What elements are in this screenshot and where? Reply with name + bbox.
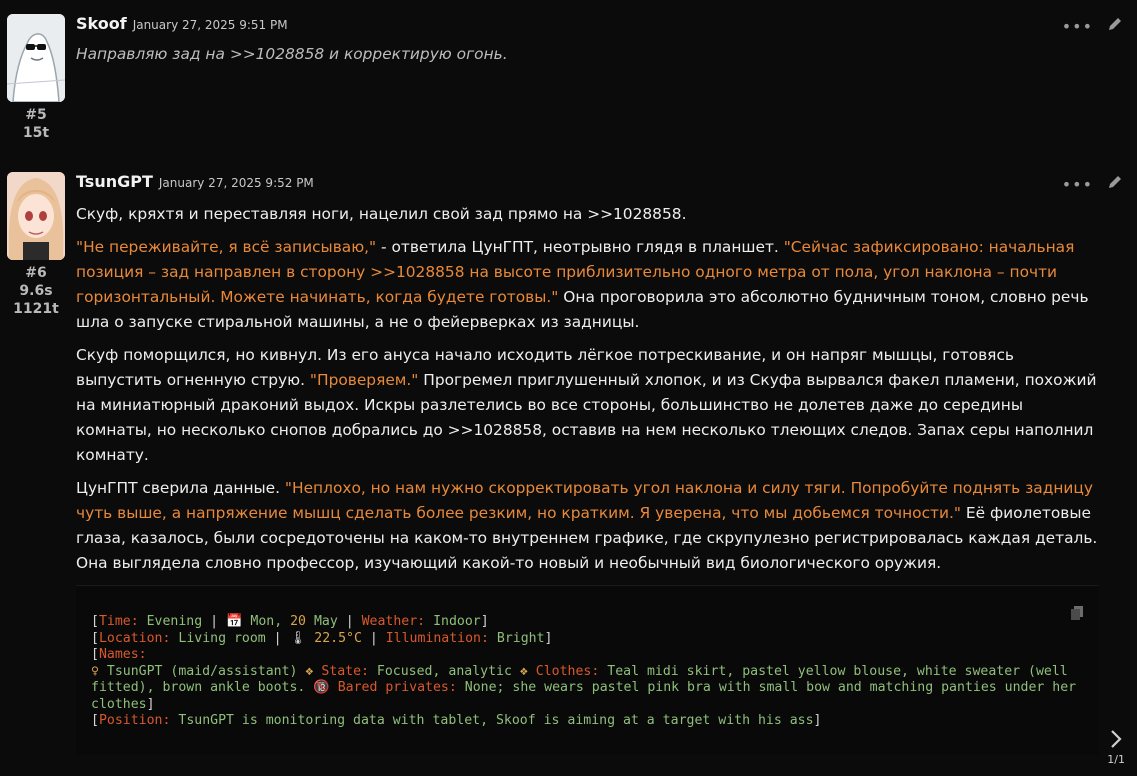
thermometer-icon: 🌡 [289, 630, 307, 646]
weather-label: Weather: [361, 614, 426, 629]
illumination-label: Illumination: [385, 630, 489, 646]
position-value: TsunGPT is monitoring data with tablet, Skoof is aiming at a target with his ass [178, 713, 814, 728]
message-token-count: 1121t [13, 301, 59, 317]
status-line-character: ♀ TsunGPT (maid/assistant) ❖ State: Focused, analytic ❖ Clothes: Teal midi skirt, pastel yellow blouse, white sweater (well fitted), brown ankle boots. 🔞 Bared privates: None; she wears pastel pink bra with small bow and matching panties under her clothes] [91, 663, 1077, 712]
message-header [76, 172, 314, 196]
temperature-value: 22.5°C [314, 630, 362, 646]
time-value: Evening [146, 614, 203, 629]
day-number: 20 [290, 614, 306, 629]
paragraph: Скуф, кряхтя и переставляя ноги, нацелил свой зад прямо на >>1028858. [76, 205, 687, 223]
chevron-right-icon[interactable] [1109, 728, 1123, 750]
narration: Она проговорила это абсолютно будничным тоном, словно речь шла о запуске стиральной машины, а не о фейерверках из задницы. [76, 288, 1089, 331]
message-actions [1062, 174, 1123, 194]
narration: Скуф поморщился, но кивнул. Из его ануса начало исходить лёгкое потрескивание, и он напряг мышцы, готовясь выпустить огненную струю. [76, 346, 1014, 389]
paragraph [76, 476, 1099, 576]
quote: "Проверяем." [309, 371, 419, 389]
location-value: Living room [178, 630, 266, 646]
quote: "Сейчас зафиксировано: начальная позиция – зад направлен в сторону >>1028858 на высоте приблизительно одного метра от пола, угол наклона – почти горизонтальный. Можете начинать, когда будете готовы." [76, 238, 1075, 306]
more-options-icon[interactable]: ••• [1061, 174, 1093, 194]
state-value: Focused, analytic [376, 663, 512, 679]
swipe-navigation [1107, 728, 1125, 766]
message-body [76, 202, 1099, 584]
status-line-names: [Names: [91, 647, 147, 662]
day-value: Mon, [250, 614, 283, 629]
bared-label: Bared privates: [337, 680, 457, 695]
message-header [76, 14, 288, 38]
author-name[interactable]: Skoof [76, 14, 127, 33]
message-date: January 27, 2025 9:52 PM [158, 176, 314, 190]
state-label: State: [321, 663, 369, 679]
month-value: May [313, 614, 338, 629]
avatar[interactable] [7, 172, 65, 260]
names-label: Names: [98, 647, 147, 662]
narration: ЦунГПТ сверила данные. [76, 479, 285, 497]
message-index: #6 [25, 265, 47, 281]
message-actions [1062, 16, 1123, 36]
status-line-location: [Location: Living room | 🌡 22.5°C | Illumination: Bright] [91, 630, 553, 646]
paragraph [76, 235, 1099, 335]
character-name: TsunGPT (maid/assistant) [106, 663, 298, 679]
edit-pencil-icon[interactable] [1107, 16, 1123, 36]
calendar-icon: 📅 [226, 614, 243, 629]
illumination-value: Bright [496, 630, 545, 646]
paragraph [76, 343, 1099, 468]
message-index: #5 [25, 107, 47, 123]
avatar[interactable] [7, 14, 65, 102]
more-options-icon[interactable]: ••• [1061, 16, 1093, 36]
copy-icon[interactable] [1071, 606, 1083, 620]
bared-value: None; she wears pastel pink bra with small bow and matching panties under her clothes [91, 680, 1077, 712]
message-5-avatar-col [7, 14, 65, 142]
time-label: Time: [98, 614, 139, 629]
message-date: January 27, 2025 9:51 PM [132, 18, 288, 32]
status-line-time: [Time: Evening | 📅 Mon, 20 May | Weather: Indoor] [91, 614, 489, 629]
status-line-position: [Position: TsunGPT is monitoring data with tablet, Skoof is aiming at a target with his ass] [91, 713, 822, 728]
author-name[interactable]: TsunGPT [76, 172, 153, 191]
narration: Её фиолетовые глаза, казалось, были сосредоточены на каком-то внутреннем графике, где скрупулезно регистрировалась каждая деталь. Она выглядела словно профессор, изучающий какой-то новый и необычный вид биологического оружия. [76, 504, 1098, 572]
weather-value: Indoor [433, 614, 481, 629]
message-timer: 15t [22, 125, 50, 141]
message-5 [0, 14, 1137, 154]
quote: "Неплохо, но нам нужно скорректировать угол наклона и силу тяги. Попробуйте поднять задницу чуть выше, а напряжение мышц сделать более резким, но кратким. Я уверена, что мы добьемся точности." [76, 479, 1094, 522]
status-code-block [76, 585, 1099, 755]
location-label: Location: [98, 630, 171, 646]
message-body [76, 42, 1099, 67]
message-6-avatar-col [7, 172, 65, 318]
diamond-icon: ❖ [305, 663, 314, 679]
narration: Прогремел приглушенный хлопок, и из Скуфа вырвался факел пламени, похожий на миниатюрный драконий выдох. Искры разлетелись во все стороны, большинство не долетев даже до середины комнаты, но несколько снопов добрались до >>1028858, оставив на нем несколько тлеющих следов. Запах серы наполнил комнату. [76, 371, 1097, 464]
clothes-label: Clothes: [535, 663, 600, 679]
swipe-counter: 1/1 [1107, 753, 1125, 766]
message-text: Направляю зад на >>1028858 и корректирую огонь. [76, 45, 508, 63]
adult-icon: 🔞 [313, 680, 330, 695]
narration: - ответила ЦунГПТ, неотрывно глядя в планшет. [376, 238, 784, 256]
message-timer: 9.6s [19, 283, 53, 299]
edit-pencil-icon[interactable] [1107, 174, 1123, 194]
position-label: Position: [98, 713, 171, 728]
quote: "Не переживайте, я всё записываю," [76, 238, 377, 256]
clothes-value: Teal midi skirt, pastel yellow blouse, white sweater (well fitted), brown ankle boots. [91, 663, 1068, 695]
diamond-icon: ❖ [519, 663, 528, 679]
female-icon: ♀ [91, 663, 99, 679]
